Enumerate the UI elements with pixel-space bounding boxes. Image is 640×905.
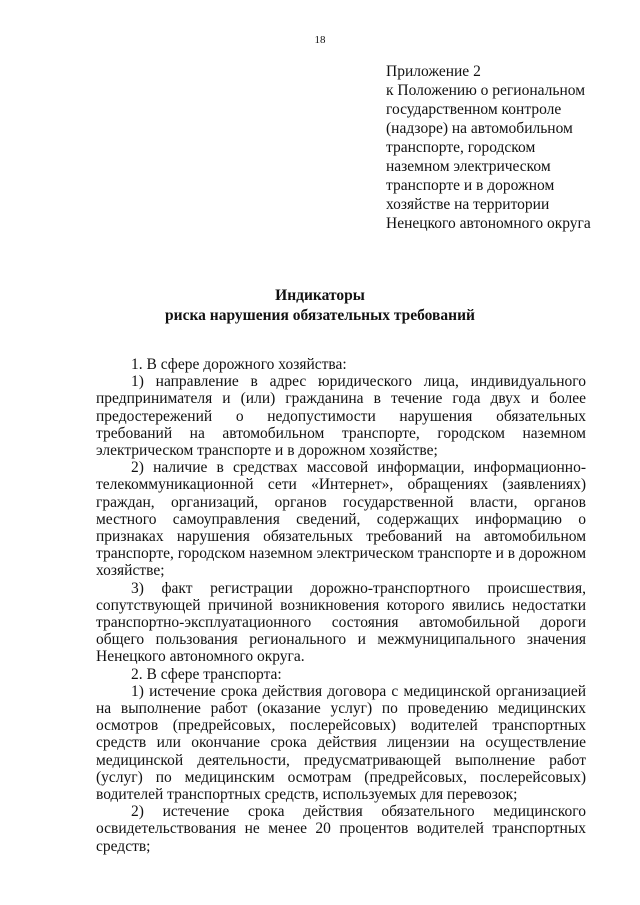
paragraph: 3) факт регистрации дорожно-транспортного происшествия, сопутствующей причиной возникновения которого явились недостатки транспортно-эксплуатационного состояния автомобильной дороги общего пользования регионального и межмуниципального значения Ненецкого автономного округа. [96,579,586,666]
document-title [0,286,640,326]
paragraph: 1) направление в адрес юридического лица, индивидуального предпринимателя и (или) гражданина в течение года двух и более предостережений о недопустимости нарушения обязательных требований на автомобильном транспорте, городском наземном электрическом транспорте и в дорожном хозяйстве; [96,373,586,460]
document-body [96,356,586,855]
annex-line: наземном электрическом [386,158,551,175]
page-number: 18 [314,34,326,46]
title-line-1: Индикаторы [275,287,365,304]
paragraph: 1) истечение срока действия договора с медицинской организацией на выполнение работ (оказание услуг) по проведению медицинских осмотров (предрейсовых, послерейсовых) водителей транспортных средств или окончание срока действия лицензии на осуществление медицинской деятельности, предусматривающей выполнение работ (услуг) по медицинским осмотрам (предрейсовых, послерейсовых) водителей транспортных средств, используемых для перевозок; [96,682,586,804]
section-heading-transport: 2. В сфере транспорта: [131,665,282,683]
annex-line: (надзоре) на автомобильном [386,120,573,137]
section-heading-road: 1. В сфере дорожного хозяйства: [131,356,347,373]
annex-line: к Положению о региональном [386,82,586,99]
annex-line: Приложение 2 [386,63,481,80]
annex-header [386,62,616,233]
annex-line: транспорте и в дорожном [386,177,555,194]
annex-line: Ненецкого автономного округа [386,215,591,232]
annex-line: хозяйстве на территории [386,196,550,213]
paragraph: 2) истечение срока действия обязательного медицинского освидетельствования не менее 20 процентов водителей транспортных средств; [96,803,586,855]
annex-line: транспорте, городском [386,139,536,156]
paragraph: 2) наличие в средствах массовой информации, информационно-телекоммуникационной сети «Интернет», обращениях (заявлениях) граждан, организаций, органов государственной власти, органов местного самоуправления сведений, содержащих информацию о признаках нарушения обязательных требований на автомобильном транспорте, городском наземном электрическом транспорте и в дорожном хозяйстве; [96,459,587,580]
title-line-2: риска нарушения обязательных требований [165,307,475,324]
annex-line: государственном контроле [386,101,562,118]
